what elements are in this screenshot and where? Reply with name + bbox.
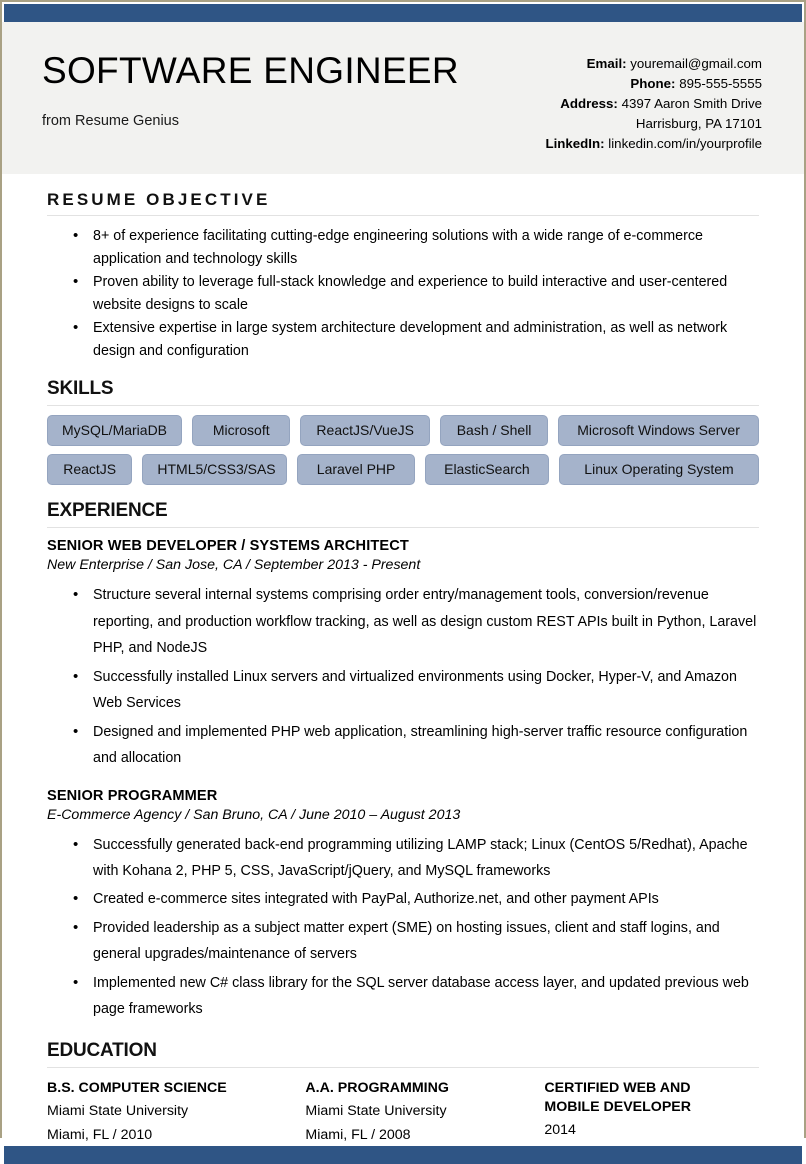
- skill-badge[interactable]: MySQL/MariaDB: [47, 415, 182, 446]
- skill-badge[interactable]: HTML5/CSS3/SAS: [142, 454, 287, 485]
- education-degree: CERTIFIED WEB AND MOBILE DEVELOPER: [544, 1079, 691, 1115]
- education-location-year: Miami, FL / 2010: [47, 1127, 153, 1144]
- contact-email-row: [462, 54, 762, 74]
- contact-linkedin-row: [462, 134, 762, 154]
- section-education: [47, 1040, 759, 1147]
- contact-address-value: 4397 Aaron Smith Drive: [621, 95, 762, 111]
- contact-phone-value: 895-555-5555: [679, 75, 762, 91]
- contact-address-row: [462, 94, 762, 134]
- section-experience: [47, 500, 759, 1022]
- list-item: • Created e-commerce sites integrated with PayPal, Authorize.net, and other payment APIs: [93, 886, 759, 912]
- list-item: • Successfully installed Linux servers and virtualized environments using Docker, Hyper-V, and Amazon Web Services: [93, 664, 759, 717]
- source-line: from Resume Genius: [42, 112, 179, 129]
- list-item: • Successfully generated back-end programming utilizing LAMP stack; Linux (CentOS 5/Redhat), Apache with Kohana 2, PHP 5, CSS, JavaScript/jQuery, and MySQL frameworks: [93, 832, 759, 885]
- skill-badge-grid: [47, 415, 759, 485]
- education-school: Miami State University: [305, 1102, 447, 1119]
- experience-entry: [47, 538, 759, 771]
- skill-badge[interactable]: Microsoft Windows Server: [558, 415, 759, 446]
- section-resume-objective: [47, 190, 759, 362]
- skill-badge[interactable]: Bash / Shell: [440, 415, 548, 446]
- education-entry: [305, 1079, 544, 1147]
- skill-badge[interactable]: ReactJS/VueJS: [300, 415, 430, 446]
- contact-email-label: Email:: [586, 56, 627, 71]
- contact-linkedin-label: LinkedIn:: [545, 135, 605, 151]
- job-bullet-list: [47, 582, 759, 771]
- top-accent-bar: [4, 4, 802, 22]
- contact-linkedin-value[interactable]: linkedin.com/in/yourprofile: [608, 135, 762, 151]
- list-item: • Proven ability to leverage full-stack knowledge and experience to build interactive and user-centered website designs to scale: [93, 271, 759, 316]
- list-item: • Implemented new C# class library for the SQL server database access layer, and updated previous web page frameworks: [93, 970, 759, 1023]
- education-degree: A.A. PROGRAMMING: [305, 1079, 449, 1096]
- skill-badge[interactable]: Laravel PHP: [297, 454, 414, 485]
- header-title-block: [42, 44, 459, 129]
- education-entry: [47, 1079, 305, 1147]
- contact-address-value-2: Harrisburg, PA 17101: [635, 115, 762, 131]
- list-item: • Structure several internal systems comprising order entry/management tools, conversion/revenue reporting, and production workflow tracking, as well as design custom REST APIs built in Python, Laravel PHP, and NodeJS: [93, 582, 759, 661]
- job-title: SENIOR WEB DEVELOPER / SYSTEMS ARCHITECT: [47, 538, 409, 555]
- page-title: SOFTWARE ENGINEER: [42, 50, 459, 91]
- skill-badge[interactable]: Linux Operating System: [559, 454, 759, 485]
- section-heading-experience: EXPERIENCE: [47, 500, 759, 528]
- education-degree: B.S. COMPUTER SCIENCE: [47, 1079, 227, 1096]
- list-item: • 8+ of experience facilitating cutting-edge engineering solutions with a wide range of e-commerce application and technology skills: [93, 225, 759, 270]
- contact-phone-row: [462, 74, 762, 94]
- section-heading-skills: SKILLS: [47, 378, 759, 406]
- skill-badge[interactable]: Microsoft: [192, 415, 290, 446]
- contact-block: [462, 44, 762, 154]
- section-heading-objective: RESUME OBJECTIVE: [47, 190, 759, 216]
- resume-body: [2, 174, 804, 1146]
- skill-badge[interactable]: ElasticSearch: [425, 454, 549, 485]
- contact-address-label: Address:: [560, 95, 618, 111]
- job-bullet-list: [47, 832, 759, 1023]
- resume-header: [2, 22, 804, 174]
- list-item: • Extensive expertise in large system architecture development and administration, as well as network design and configuration: [93, 317, 759, 362]
- objective-bullet-list: [47, 225, 759, 362]
- list-item: • Designed and implemented PHP web application, streamlining high-server traffic resource configuration and allocation: [93, 719, 759, 772]
- experience-entry: [47, 788, 759, 1023]
- contact-email-value[interactable]: youremail@gmail.com: [630, 56, 762, 71]
- education-school: Miami State University: [47, 1102, 189, 1119]
- list-item: • Provided leadership as a subject matter expert (SME) on hosting issues, client and staff logins, and general upgrades/maintenance of servers: [93, 915, 759, 968]
- education-entry: [544, 1079, 759, 1147]
- contact-phone-label: Phone:: [630, 75, 676, 91]
- bottom-accent-bar: [4, 1146, 802, 1164]
- education-location-year: Miami, FL / 2008: [305, 1127, 411, 1144]
- education-school: 2014: [544, 1121, 576, 1138]
- education-columns: [47, 1079, 759, 1147]
- skill-row: [47, 454, 759, 485]
- job-meta: New Enterprise / San Jose, CA / September 2013 - Present: [47, 557, 421, 574]
- job-meta: E-Commerce Agency / San Bruno, CA / June 2010 – August 2013: [47, 806, 461, 823]
- skill-badge[interactable]: ReactJS: [47, 454, 132, 485]
- section-skills: [47, 378, 759, 485]
- skill-row: [47, 415, 759, 446]
- section-heading-education: EDUCATION: [47, 1040, 759, 1068]
- job-title: SENIOR PROGRAMMER: [47, 787, 218, 804]
